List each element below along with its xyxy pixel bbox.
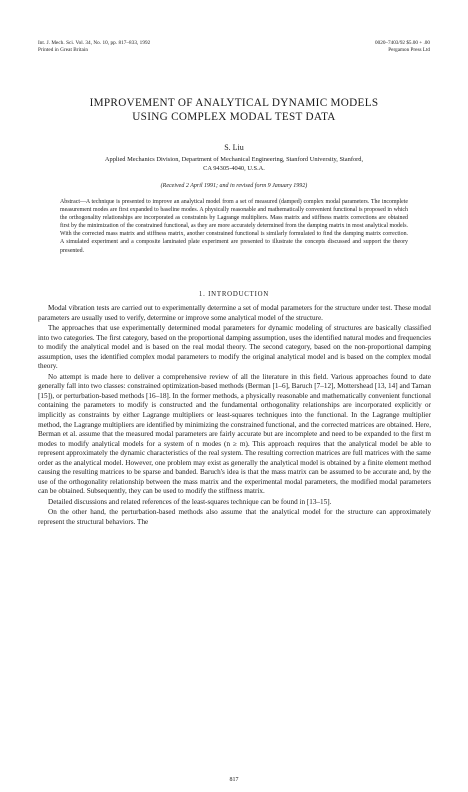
- publisher-line: Pergamon Press Ltd: [388, 47, 430, 53]
- body-text: [38, 304, 431, 776]
- affiliation-line-1: Applied Mechanics Division, Department of Mechanical Engineering, Stanford University, Stanford,: [104, 156, 364, 163]
- issn-price-line: 0020–7403/92 $5.00 + .00: [375, 40, 430, 46]
- journal-citation: [38, 40, 238, 54]
- affiliation-line-2: CA 94305-4040, U.S.A.: [203, 165, 265, 172]
- section-heading: 1. INTRODUCTION: [198, 291, 270, 298]
- author-name: S. Liu: [224, 143, 244, 152]
- paper-title: [40, 96, 428, 124]
- journal-citation-line: Int. J. Mech. Sci. Vol. 34, No. 10, pp. 817–833, 1992: [38, 40, 151, 46]
- paragraph: On the other hand, the perturbation-based methods also assume that the analytical model for the structure can approximately represent the structural behaviors. The: [38, 508, 431, 527]
- printed-in-line: Printed in Great Britain: [38, 47, 89, 53]
- page-number: 817: [229, 777, 239, 783]
- paragraph: The approaches that use experimentally determined modal parameters for dynamic modeling of structures are basically classified into two categories. The first category, based on the proportional damping assumption, uses the identified natural modes and frequencies to modify the analytical model and is based on the real modal theory. The second category, based on the non-proportional damping assumption, uses the identified complex modal parameters to modify the original analytical model and is based on the complex modal theory.: [38, 324, 431, 371]
- paper-title-line-1: IMPROVEMENT OF ANALYTICAL DYNAMIC MODELS: [89, 97, 379, 109]
- paper-title-line-2: USING COMPLEX MODAL TEST DATA: [132, 111, 336, 123]
- paragraph: Modal vibration tests are carried out to experimentally determine a set of modal parameters for the structure under test. These modal parameters are usually used to verify, determine or improve some analytical model of the structure.: [38, 304, 431, 322]
- abstract: Abstract—A technique is presented to improve an analytical model from a set of measured (damped) complex modal parameters. The incomplete measurement modes are first expanded to baseline modes. A physically reasonable and mathematically convenient functional is proposed in which the orthogonality relationships are incorporated as constraints by Lagrange multipliers. Mass matrix and stiffness matrix corrections are obtained first by the minimization of the constrained functional, as they are more accurately determined from the damping matrix in most analytical models. With the corrected mass matrix and stiffness matrix, another constrained functional is similarly formulated to find the damping matrix correction. A simulated experiment and a composite laminated plate experiment are presented to illustrate the concepts discussed and support the theory presented.: [60, 199, 408, 254]
- received-dates: (Received 2 April 1991; and in revised form 9 January 1992): [160, 183, 308, 189]
- author-affiliation: [80, 155, 388, 173]
- paragraph: No attempt is made here to deliver a comprehensive review of all the literature in this field. Various approaches found to date generally fall into two classes: constrained optimization-based methods (Berman [1–6], Baruch [7–12], Mottershead [13, 14] and Taman [15]), or perturbation-based methods [16–18]. In the former methods, a physically reasonable and mathematically convenient functional containing the parameters to modify is constructed and the fundamental orthogonality relationships are incorporated explicitly or implicitly as constraints by either Lagrange multipliers or least-squares techniques into the functional. In the Lagrange multiplier method, the Lagrange multipliers are identified by minimizing the constrained functional, and the corrected matrices are obtained. Here, Berman et al. assume that the measured modal parameters are fairly accurate but are incomplete and need to be expanded to the first m modes to modify analytical models for a system of n modes (n ≥ m). This approach requires that the analytical model be able to represent approximately the dynamic characteristics of the real system. The resulting correction matrices are full matrices with the same order as the analytical model. However, one problem may exist as generally the analytical model is obtained by a finite element method causing the resulting matrices to be sparse and banded. Baruch's idea is that the mass matrix can be assumed to be accurate and, by the use of the orthogonality relationship between the mass matrix and the experimental modal parameters, the modified modal parameters can be obtained. Subsequently, they can be used to modify the stiffness matrix.: [38, 372, 431, 496]
- journal-price: [260, 40, 430, 54]
- paragraph: Detailed discussions and related references of the least-squares technique can be found in [13–15].: [48, 497, 332, 506]
